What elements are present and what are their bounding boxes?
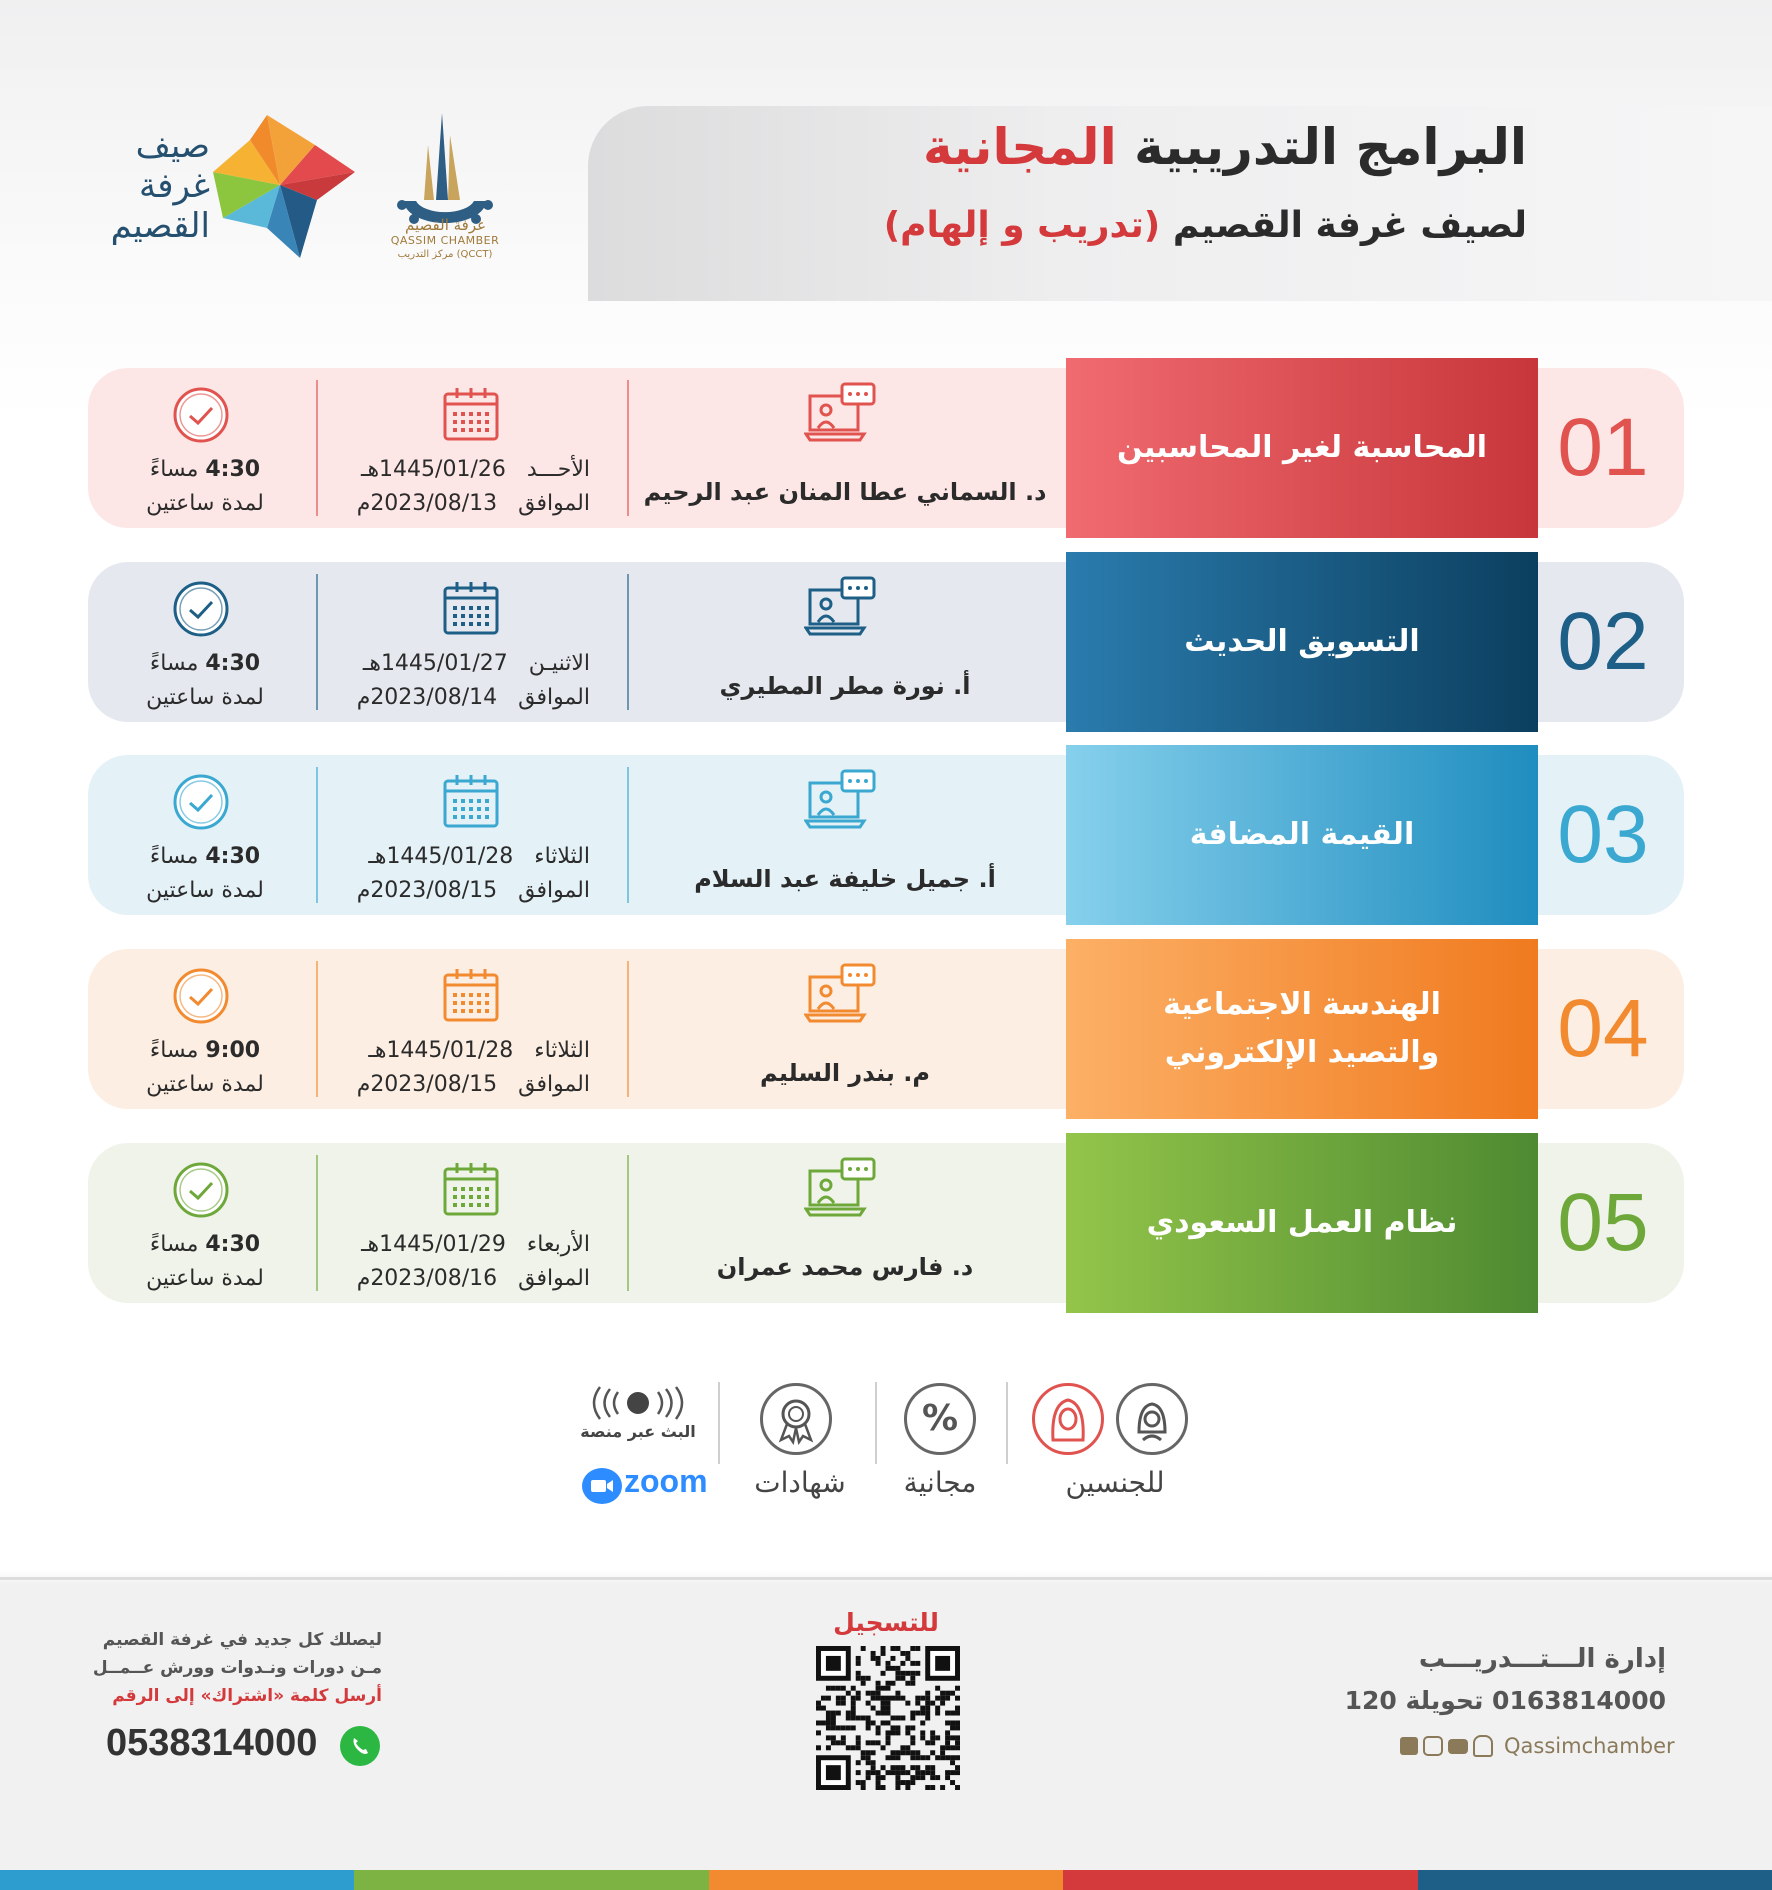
promo-line-2: مـن دورات ونـدوات وورش عــمــل [92, 1658, 382, 1678]
youtube-icon[interactable] [1448, 1739, 1468, 1754]
session-time: 4:30 مساءً [149, 457, 261, 482]
online-trainer-icon [804, 963, 876, 1029]
calendar-icon [442, 967, 500, 1023]
trainer-name: د. فارس محمد عمران [716, 1253, 974, 1281]
stream-label: البث عبر منصة [580, 1422, 696, 1441]
session-duration: لمدة ساعتين [146, 1072, 264, 1097]
online-trainer-icon [804, 382, 876, 448]
page-subtitle: لصيف غرفة القصيم (تدريب و إلهام) [883, 205, 1527, 246]
social-icons [1400, 1734, 1675, 1758]
column-divider [316, 380, 318, 516]
clock-icon [172, 386, 230, 444]
column-divider [627, 574, 629, 710]
date-gregorian: الموافق 2023/08/15م [356, 1072, 590, 1097]
registration-qr-code[interactable] [816, 1646, 960, 1790]
column-divider [316, 574, 318, 710]
phone-number: 0163814000 تحويلة 120 [1344, 1686, 1666, 1715]
stripe-segment [709, 1870, 1063, 1890]
broadcast-icon [586, 1386, 690, 1420]
feature-divider [718, 1382, 720, 1464]
zoom-icon [582, 1468, 622, 1504]
program-number: 05 [1557, 1177, 1649, 1268]
certificate-badge-icon [760, 1383, 832, 1455]
column-divider [627, 1155, 629, 1291]
program-number: 04 [1557, 983, 1649, 1074]
summer-star-logo [205, 110, 355, 260]
training-department: إدارة الـــتـــدريـــب [1418, 1644, 1666, 1674]
footer-divider [0, 1577, 1772, 1580]
session-time: 4:30 مساءً [149, 651, 261, 676]
feature-divider [875, 1382, 877, 1464]
calendar-icon [442, 773, 500, 829]
register-label: للتسجيل [833, 1608, 939, 1637]
program-number: 02 [1557, 596, 1649, 687]
date-hijri: الاثنيـن 1445/01/27هـ [362, 651, 590, 676]
online-trainer-icon [804, 1157, 876, 1223]
program-title: التسويق الحديث [1066, 552, 1538, 732]
session-time: 4:30 مساءً [149, 1232, 261, 1257]
date-hijri: الأحـــد 1445/01/26هـ [361, 457, 590, 482]
online-trainer-icon [804, 769, 876, 835]
promo-line-1: ليصلك كل جديد في غرفة القصيم [102, 1630, 382, 1650]
column-divider [316, 767, 318, 903]
program-title: القيمة المضافة [1066, 745, 1538, 925]
session-time: 9:00 مساءً [149, 1038, 261, 1063]
trainer-name: د. السماني عطا المنان عبد الرحيم [643, 478, 1047, 506]
session-duration: لمدة ساعتين [146, 878, 264, 903]
date-gregorian: الموافق 2023/08/13م [356, 491, 590, 516]
snapchat-icon[interactable] [1473, 1735, 1493, 1757]
whatsapp-icon[interactable] [340, 1726, 380, 1766]
trainer-name: أ. نورة مطر المطيري [719, 672, 971, 700]
session-duration: لمدة ساعتين [146, 1266, 264, 1291]
column-divider [316, 961, 318, 1097]
column-divider [627, 767, 629, 903]
date-hijri: الثلاثاء 1445/01/28هـ [368, 844, 590, 869]
trainer-name: م. بندر السليم [760, 1059, 930, 1087]
stripe-segment [0, 1870, 354, 1890]
instagram-icon[interactable] [1423, 1736, 1443, 1756]
column-divider [627, 961, 629, 1097]
clock-icon [172, 1161, 230, 1219]
program-title: المحاسبة لغير المحاسبين [1066, 358, 1538, 538]
feature-divider [1006, 1382, 1008, 1464]
certificates-label: شهادات [754, 1466, 846, 1499]
trainer-name: أ. جميل خليفة عبد السلام [694, 865, 996, 893]
clock-icon [172, 773, 230, 831]
session-time: 4:30 مساءً [149, 844, 261, 869]
session-duration: لمدة ساعتين [146, 491, 264, 516]
training-center-label: مركز التدريب (QCCT) [397, 249, 493, 260]
calendar-icon [442, 580, 500, 636]
date-hijri: الأربعاء 1445/01/29هـ [361, 1232, 590, 1257]
clock-icon [172, 967, 230, 1025]
date-gregorian: الموافق 2023/08/14م [356, 685, 590, 710]
calendar-icon [442, 386, 500, 442]
chamber-name-english: QASSIM CHAMBER [390, 234, 500, 247]
column-divider [316, 1155, 318, 1291]
both-genders-label: للجنسين [1065, 1466, 1165, 1499]
social-handle[interactable]: Qassimchamber [1504, 1734, 1675, 1758]
online-trainer-icon [804, 576, 876, 642]
whatsapp-number[interactable]: 0538314000 [106, 1722, 318, 1764]
zoom-logo-text: zoom [624, 1463, 708, 1499]
clock-icon [172, 580, 230, 638]
page-title: البرامج التدريبية المجانية [922, 118, 1527, 176]
free-label: مجانية [903, 1466, 977, 1499]
stripe-segment [1063, 1870, 1417, 1890]
percent-icon: % [904, 1383, 976, 1455]
female-icon [1032, 1383, 1104, 1455]
program-title: نظام العمل السعودي [1066, 1133, 1538, 1313]
program-title: الهندسة الاجتماعية والتصيد الإلكتروني [1066, 939, 1538, 1119]
promo-line-3: أرسل كلمة «اشتراك» إلى الرقم [112, 1686, 382, 1706]
date-gregorian: الموافق 2023/08/15م [356, 878, 590, 903]
calendar-icon [442, 1161, 500, 1217]
stripe-segment [354, 1870, 708, 1890]
bottom-color-stripe [0, 1870, 1772, 1890]
summer-logo-text: صيف غرفة القصيم [110, 126, 210, 246]
twitter-icon[interactable] [1400, 1737, 1418, 1755]
date-gregorian: الموافق 2023/08/16م [356, 1266, 590, 1291]
date-hijri: الثلاثاء 1445/01/28هـ [368, 1038, 590, 1063]
stripe-segment [1418, 1870, 1772, 1890]
column-divider [627, 380, 629, 516]
program-number: 01 [1557, 402, 1649, 493]
chamber-name-arabic: غرفة القصيم [405, 216, 485, 234]
program-number: 03 [1557, 789, 1649, 880]
male-icon [1116, 1383, 1188, 1455]
session-duration: لمدة ساعتين [146, 685, 264, 710]
